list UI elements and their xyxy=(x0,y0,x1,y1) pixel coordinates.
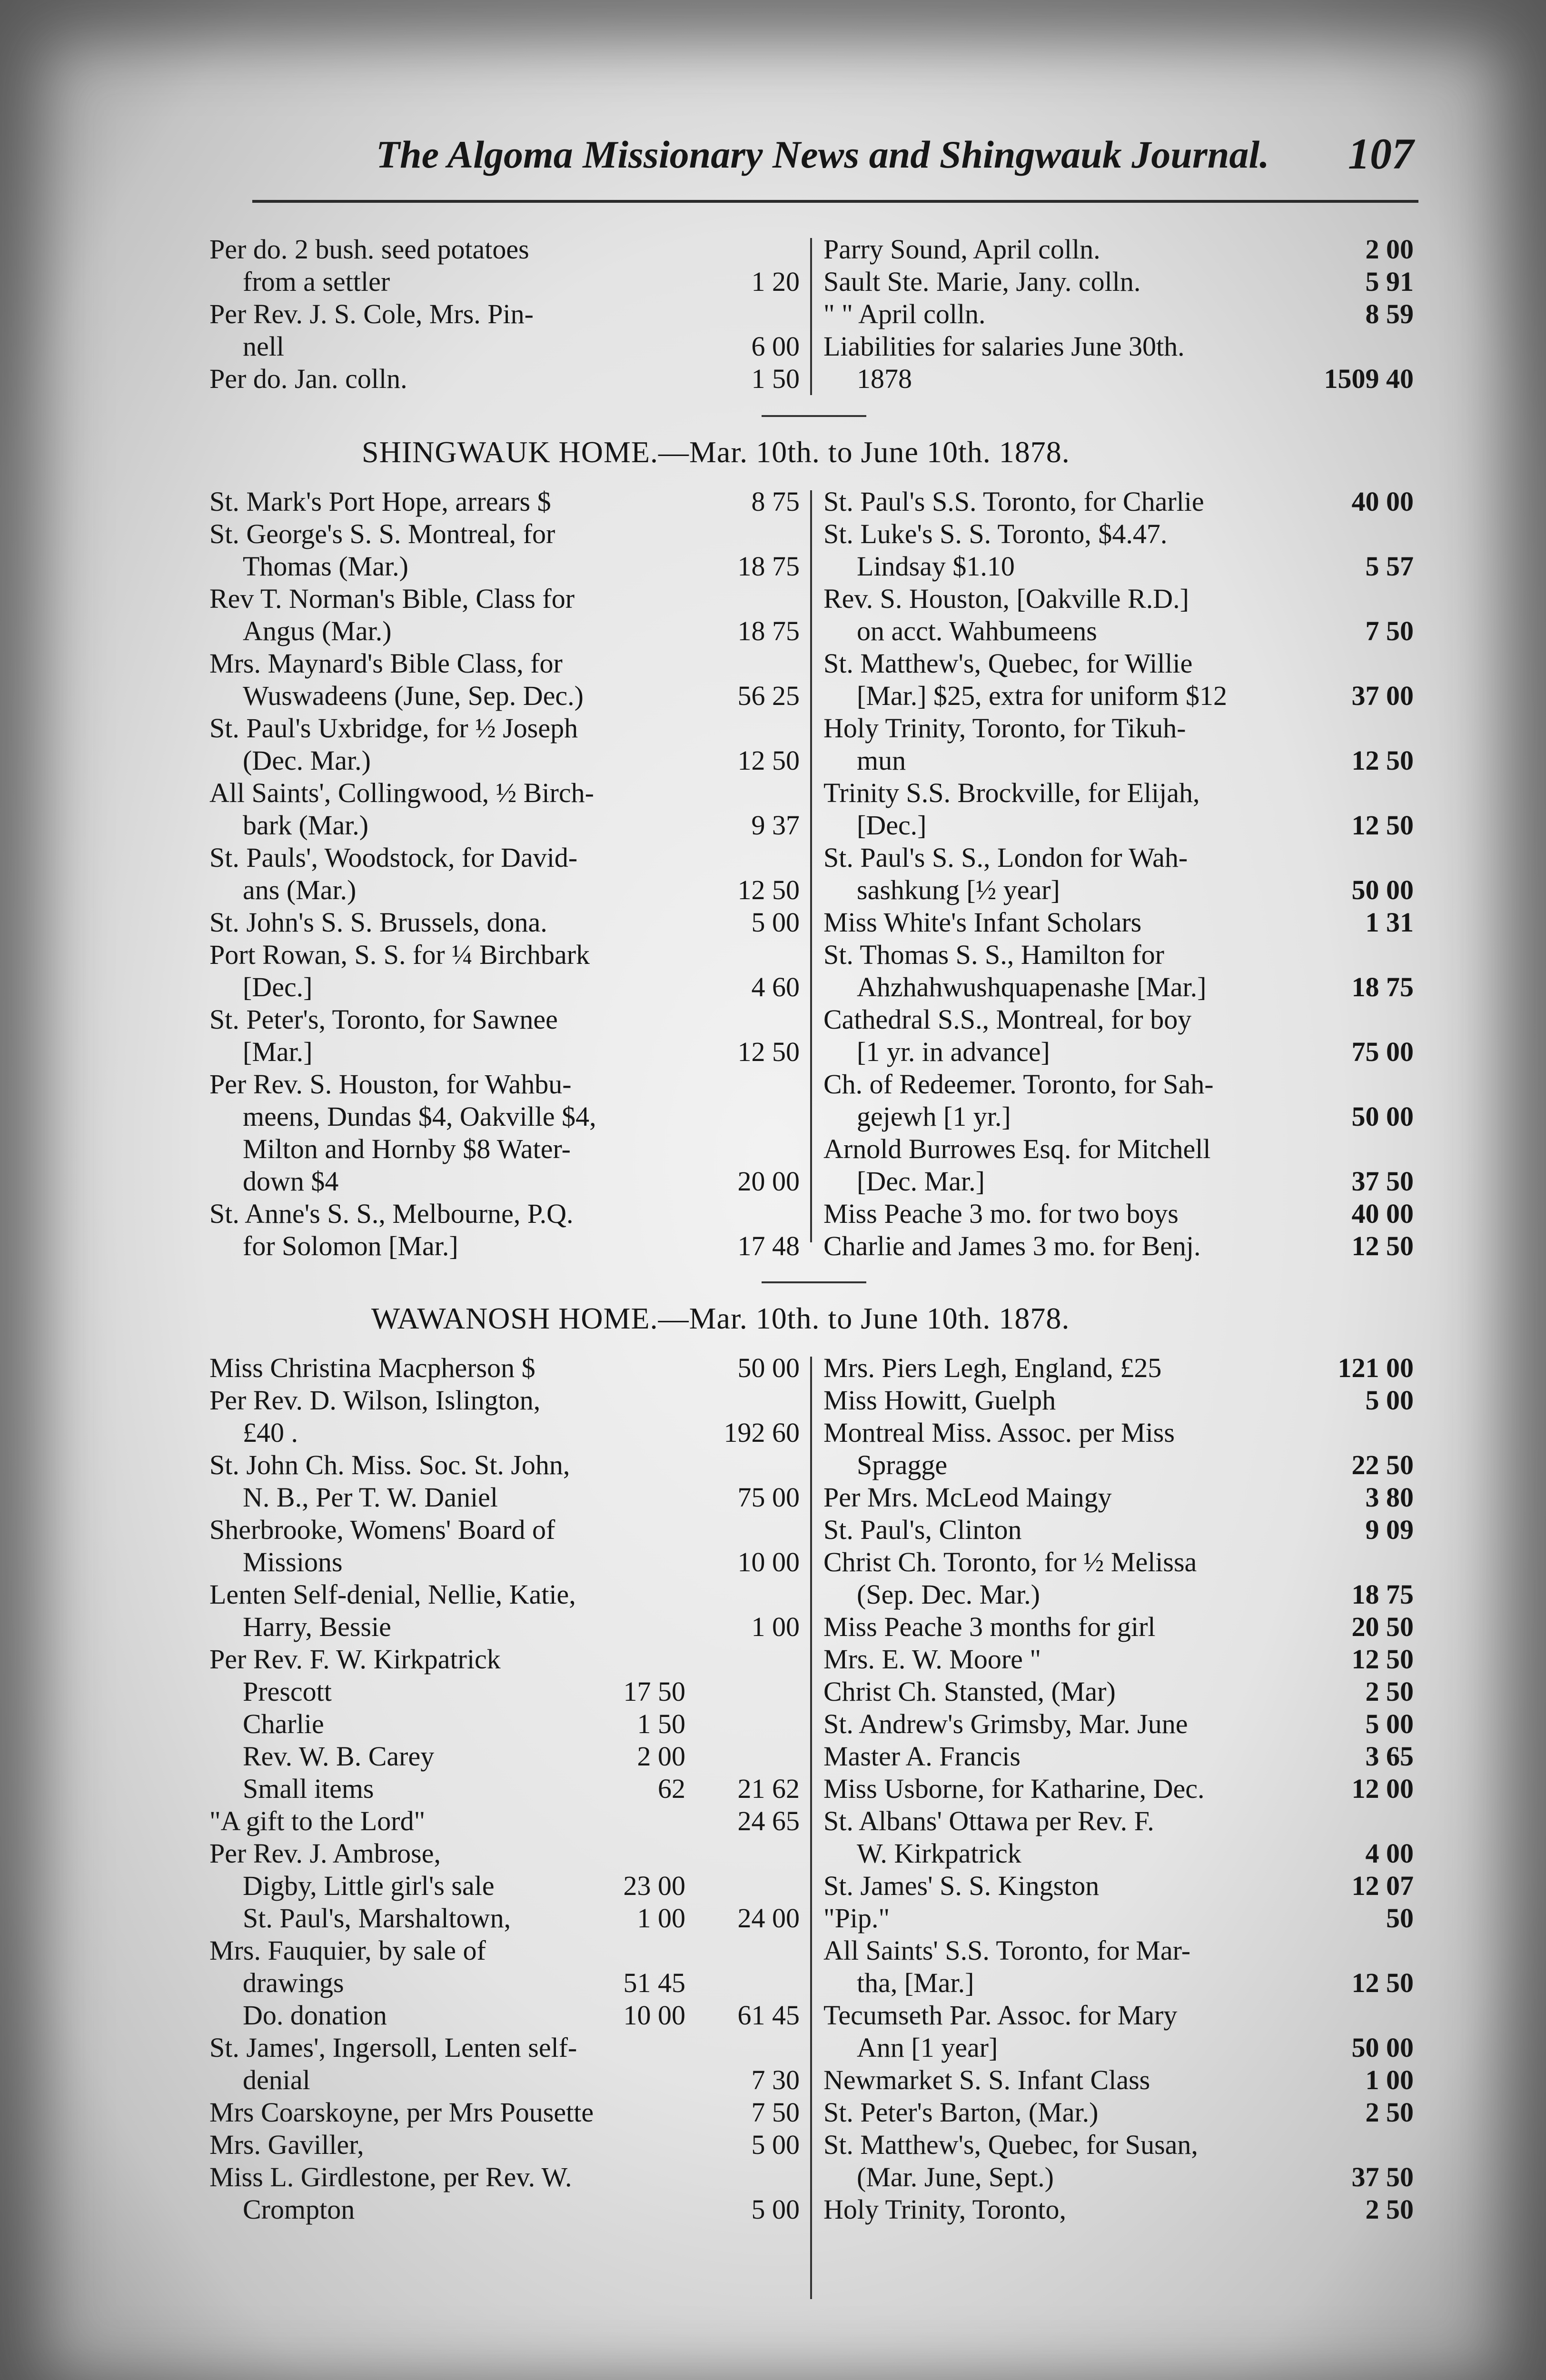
donor-line: Miss L. Girdlestone, per Rev. W. xyxy=(209,2162,572,2192)
donor-line: Mrs. E. W. Moore " xyxy=(823,1644,1041,1675)
donor-line-continued: meens, Dundas $4, Oakville $4, xyxy=(243,1101,596,1132)
donor-line: St. Anne's S. S., Melbourne, P.Q. xyxy=(209,1198,574,1229)
wawanosh-section xyxy=(209,1299,1418,2304)
donation-entry xyxy=(209,1003,800,1068)
amount: 50 00 xyxy=(737,1352,800,1383)
amount: 50 00 xyxy=(1351,874,1414,905)
amount: 7 30 xyxy=(751,2064,800,2095)
donor-line: Miss Usborne, for Katharine, Dec. xyxy=(823,1773,1205,1804)
donation-entry xyxy=(209,2161,800,2226)
amount: 37 50 xyxy=(1351,1166,1414,1197)
donor-line: St. Peter's Barton, (Mar.) xyxy=(823,2097,1099,2128)
donation-entry xyxy=(823,1740,1414,1773)
donor-line: Liabilities for salaries June 30th. xyxy=(823,331,1185,362)
donor-line: Miss Peache 3 mo. for two boys xyxy=(823,1198,1179,1229)
donation-entry xyxy=(823,1352,1414,1384)
donor-line: St. Paul's, Marshaltown, xyxy=(243,1903,511,1934)
amount: 12 50 xyxy=(1351,1230,1414,1261)
donor-line: St. Paul's S. S., London for Wah- xyxy=(823,842,1188,873)
donor-line: Mrs Coarskoyne, per Mrs Pousette xyxy=(209,2097,594,2128)
donor-line: Miss White's Infant Scholars xyxy=(823,907,1142,938)
donation-entry xyxy=(209,1643,800,1676)
donation-entry xyxy=(823,1870,1414,1902)
donation-entry xyxy=(209,2032,800,2096)
donor-line-continued: (Dec. Mar.) xyxy=(243,745,371,776)
sub-amount: 17 50 xyxy=(623,1676,685,1707)
donation-entry xyxy=(209,1967,800,1999)
donation-entry xyxy=(823,1481,1414,1514)
donor-line: Arnold Burrowes Esq. for Mitchell xyxy=(823,1133,1211,1164)
amount: 75 00 xyxy=(737,1482,800,1513)
column-divider xyxy=(810,490,812,1242)
donor-line: Per Rev. D. Wilson, Islington, xyxy=(209,1385,541,1416)
donation-entry xyxy=(209,647,800,712)
donor-line: St. Paul's S.S. Toronto, for Charlie xyxy=(823,486,1204,517)
donor-line: Holy Trinity, Toronto, for Tikuh- xyxy=(823,713,1186,744)
donation-entry xyxy=(823,2129,1414,2193)
donor-line-continued: Thomas (Mar.) xyxy=(243,551,408,582)
donation-entry xyxy=(209,1449,800,1514)
donor-line: "Pip." xyxy=(823,1903,890,1934)
donation-entry xyxy=(823,1643,1414,1676)
amount: 1 20 xyxy=(751,266,800,297)
donor-line-continued: tha, [Mar.] xyxy=(857,1967,974,1998)
donor-line-continued: Spragge xyxy=(857,1449,948,1480)
donor-line: " " April colln. xyxy=(823,298,986,329)
donation-entry xyxy=(823,1514,1414,1546)
donation-entry xyxy=(823,1676,1414,1708)
amount: 3 65 xyxy=(1365,1741,1414,1772)
amount: 2 50 xyxy=(1365,2194,1414,2225)
donation-entry xyxy=(209,1837,800,1870)
donation-entry xyxy=(823,233,1414,266)
amount: 12 50 xyxy=(737,1036,800,1067)
amount: 2 50 xyxy=(1365,1676,1414,1707)
donor-line: Miss Peache 3 months for girl xyxy=(823,1611,1156,1642)
donor-line: St. Paul's Uxbridge, for ½ Joseph xyxy=(209,713,578,744)
donor-line: Per do. 2 bush. seed potatoes xyxy=(209,234,529,265)
amount: 75 00 xyxy=(1351,1036,1414,1067)
donor-line-continued: Wuswadeens (June, Sep. Dec.) xyxy=(243,680,584,711)
donation-entry xyxy=(209,1999,800,2032)
donation-entry xyxy=(823,486,1414,518)
donor-line-continued: down $4 xyxy=(243,1166,339,1197)
donor-line-continued: [Mar.] xyxy=(243,1036,313,1067)
donation-entry xyxy=(209,486,800,518)
donor-line: Sherbrooke, Womens' Board of xyxy=(209,1514,555,1545)
donor-line-continued: Ann [1 year] xyxy=(857,2032,998,2063)
donation-entry xyxy=(823,647,1414,712)
amount: 12 50 xyxy=(1351,745,1414,776)
amount: 12 07 xyxy=(1351,1870,1414,1901)
donation-entry xyxy=(823,1546,1414,1611)
donor-line: St. Luke's S. S. Toronto, $4.47. xyxy=(823,518,1168,549)
donor-line-continued: Angus (Mar.) xyxy=(243,615,392,646)
donor-line-continued: N. B., Per T. W. Daniel xyxy=(243,1482,498,1513)
amount: 6 00 xyxy=(751,331,800,362)
donor-line: Ch. of Redeemer. Toronto, for Sah- xyxy=(823,1069,1214,1100)
donor-line-continued: from a settler xyxy=(243,266,390,297)
amount: 17 48 xyxy=(737,1230,800,1261)
donation-entry xyxy=(209,1198,800,1262)
wawanosh-heading: WAWANOSH HOME.—Mar. 10th. to June 10th. 1878. xyxy=(371,1301,1070,1335)
donation-entry xyxy=(209,1676,800,1708)
sub-amount: 10 00 xyxy=(623,2000,685,2031)
donor-line: St. Matthew's, Quebec, for Willie xyxy=(823,648,1193,679)
donation-entry xyxy=(823,1133,1414,1198)
donor-line: Mrs. Fauquier, by sale of xyxy=(209,1935,486,1966)
amount: 2 00 xyxy=(1365,234,1414,265)
donation-entry xyxy=(823,1611,1414,1643)
donation-entry xyxy=(209,518,800,583)
page-number: 107 xyxy=(1348,129,1414,178)
donor-line-continued: Ahzhahwushquapenashe [Mar.] xyxy=(857,972,1207,1002)
donor-line-continued: £40 . xyxy=(243,1417,298,1448)
donor-line: Cathedral S.S., Montreal, for boy xyxy=(823,1004,1192,1035)
amount: 24 65 xyxy=(737,1805,800,1836)
amount: 9 37 xyxy=(751,810,800,841)
donor-line: Rev. W. B. Carey xyxy=(243,1741,435,1772)
amount: 7 50 xyxy=(751,2097,800,2128)
donor-line: Per Rev. J. Ambrose, xyxy=(209,1838,441,1869)
amount: 5 00 xyxy=(751,2194,800,2225)
donation-entry xyxy=(209,1514,800,1578)
amount: 7 50 xyxy=(1365,615,1414,646)
donation-entry xyxy=(209,939,800,1003)
amount: 18 75 xyxy=(737,615,800,646)
donor-line-continued: [Dec. Mar.] xyxy=(857,1166,985,1197)
donation-entry xyxy=(209,1870,800,1902)
donation-entry xyxy=(823,1068,1414,1133)
donation-entry xyxy=(209,1902,800,1934)
donor-line: Mrs. Piers Legh, England, £25 xyxy=(823,1352,1162,1383)
amount: 5 00 xyxy=(751,907,800,938)
amount: 1 31 xyxy=(1365,907,1414,938)
donation-entry xyxy=(823,1902,1414,1934)
donor-line: St. John's S. S. Brussels, dona. xyxy=(209,907,547,938)
donation-entry xyxy=(823,906,1414,939)
amount: 21 62 xyxy=(737,1773,800,1804)
amount: 1509 40 xyxy=(1324,363,1414,394)
donation-entry xyxy=(823,1805,1414,1870)
amount: 22 50 xyxy=(1351,1449,1414,1480)
amount: 12 50 xyxy=(1351,810,1414,841)
amount: 9 09 xyxy=(1365,1514,1414,1545)
section-rule xyxy=(762,1281,866,1283)
sub-amount: 1 00 xyxy=(637,1903,685,1934)
column-divider xyxy=(810,1357,812,2299)
donor-line: St. James', Ingersoll, Lenten self- xyxy=(209,2032,577,2063)
amount: 12 50 xyxy=(737,745,800,776)
donation-entry xyxy=(209,1708,800,1740)
sub-amount: 2 00 xyxy=(637,1741,685,1772)
amount: 192 60 xyxy=(723,1417,800,1448)
running-header xyxy=(171,129,1423,200)
donation-entry xyxy=(209,1805,800,1837)
donation-entry xyxy=(823,1003,1414,1068)
donor-line: "A gift to the Lord" xyxy=(209,1805,426,1836)
donation-entry xyxy=(209,583,800,647)
donor-line-continued: Harry, Bessie xyxy=(243,1611,391,1642)
donation-entry xyxy=(823,1230,1414,1262)
donor-line: Per Rev. S. Houston, for Wahbu- xyxy=(209,1069,572,1100)
donor-line: St. George's S. S. Montreal, for xyxy=(209,518,555,549)
donation-entry xyxy=(823,298,1414,330)
amount: 1 00 xyxy=(751,1611,800,1642)
donor-line-continued: sashkung [½ year] xyxy=(857,874,1060,905)
donor-line-continued: Milton and Hornby $8 Water- xyxy=(243,1133,571,1164)
donor-line: Parry Sound, April colln. xyxy=(823,234,1100,265)
donor-line-continued: [1 yr. in advance] xyxy=(857,1036,1050,1067)
amount: 5 91 xyxy=(1365,266,1414,297)
donor-line-continued: [Dec.] xyxy=(243,972,313,1002)
donation-entry xyxy=(823,1773,1414,1805)
donation-entry xyxy=(209,298,800,363)
donor-line-continued: Lindsay $1.10 xyxy=(857,551,1015,582)
amount: 50 xyxy=(1386,1903,1414,1934)
amount: 121 00 xyxy=(1338,1352,1414,1383)
donor-line: St. Albans' Ottawa per Rev. F. xyxy=(823,1805,1154,1836)
amount: 12 50 xyxy=(1351,1967,1414,1998)
amount: 5 57 xyxy=(1365,551,1414,582)
donation-entry xyxy=(823,2096,1414,2129)
donor-line: Small items xyxy=(243,1773,374,1804)
donor-line: Miss Howitt, Guelph xyxy=(823,1385,1056,1416)
donor-line-continued: ans (Mar.) xyxy=(243,874,357,905)
amount: 37 00 xyxy=(1351,680,1414,711)
donation-entry xyxy=(209,1352,800,1384)
donor-line: Christ Ch. Stansted, (Mar) xyxy=(823,1676,1116,1707)
donation-entry xyxy=(823,777,1414,842)
amount: 18 75 xyxy=(737,551,800,582)
donor-line: St. Matthew's, Quebec, for Susan, xyxy=(823,2129,1198,2160)
header-rule xyxy=(252,200,1418,203)
amount: 10 00 xyxy=(737,1547,800,1577)
donor-line-continued: (Sep. Dec. Mar.) xyxy=(857,1579,1040,1610)
column-divider xyxy=(810,238,812,395)
donor-line: Port Rowan, S. S. for ¼ Birchbark xyxy=(209,939,590,970)
donor-line-continued: for Solomon [Mar.] xyxy=(243,1230,458,1261)
amount: 4 00 xyxy=(1365,1838,1414,1869)
donor-line: Prescott xyxy=(243,1676,332,1707)
donor-line: Rev T. Norman's Bible, Class for xyxy=(209,583,575,614)
donor-line: drawings xyxy=(243,1967,344,1998)
amount: 20 50 xyxy=(1351,1611,1414,1642)
donor-line: Miss Christina Macpherson $ xyxy=(209,1352,535,1383)
sub-amount: 1 50 xyxy=(637,1708,685,1739)
donor-line-continued: Missions xyxy=(243,1547,343,1577)
donor-line: Newmarket S. S. Infant Class xyxy=(823,2064,1150,2095)
donation-entry xyxy=(823,2193,1414,2226)
amount: 18 75 xyxy=(1351,1579,1414,1610)
donor-line: Montreal Miss. Assoc. per Miss xyxy=(823,1417,1175,1448)
donor-line: St. Mark's Port Hope, arrears $ xyxy=(209,486,551,517)
journal-title: The Algoma Missionary News and Shingwauk Journal. xyxy=(376,133,1269,176)
donor-line: Per Rev. F. W. Kirkpatrick xyxy=(209,1644,501,1675)
donation-entry xyxy=(823,1198,1414,1230)
donor-line: Rev. S. Houston, [Oakville R.D.] xyxy=(823,583,1189,614)
donor-line-continued: bark (Mar.) xyxy=(243,810,369,841)
donor-line: Charlie xyxy=(243,1708,324,1739)
amount: 12 50 xyxy=(737,874,800,905)
donor-line: St. John Ch. Miss. Soc. St. John, xyxy=(209,1449,570,1480)
donation-entry xyxy=(209,233,800,298)
donation-entry xyxy=(823,1999,1414,2064)
amount: 61 45 xyxy=(737,2000,800,2031)
donation-entry xyxy=(209,1773,800,1805)
amount: 37 50 xyxy=(1351,2162,1414,2192)
donor-line: St. James' S. S. Kingston xyxy=(823,1870,1100,1901)
shingwauk-section xyxy=(209,433,1418,1276)
donation-entry xyxy=(823,842,1414,906)
amount: 20 00 xyxy=(737,1166,800,1197)
amount: 1 00 xyxy=(1365,2064,1414,2095)
amount: 3 80 xyxy=(1365,1482,1414,1513)
donor-line: Christ Ch. Toronto, for ½ Melissa xyxy=(823,1547,1197,1577)
donor-line: Tecumseth Par. Assoc. for Mary xyxy=(823,2000,1178,2031)
donor-line-continued: (Mar. June, Sept.) xyxy=(857,2162,1054,2192)
amount: 50 00 xyxy=(1351,1101,1414,1132)
donation-entry xyxy=(823,2064,1414,2096)
donor-line: All Saints' S.S. Toronto, for Mar- xyxy=(823,1935,1191,1966)
sub-amount: 62 xyxy=(658,1773,685,1804)
donation-entry xyxy=(823,518,1414,583)
amount: 8 59 xyxy=(1365,298,1414,329)
donation-entry xyxy=(823,1384,1414,1417)
donation-entry xyxy=(209,712,800,777)
amount: 40 00 xyxy=(1351,486,1414,517)
donation-entry xyxy=(209,1578,800,1643)
amount: 56 25 xyxy=(737,680,800,711)
donor-line: Master A. Francis xyxy=(823,1741,1021,1772)
donation-entry xyxy=(209,2129,800,2161)
donor-line: St. Peter's, Toronto, for Sawnee xyxy=(209,1004,558,1035)
donor-line-continued: on acct. Wahbumeens xyxy=(857,615,1097,646)
donor-line: All Saints', Collingwood, ½ Birch- xyxy=(209,777,594,808)
amount: 50 00 xyxy=(1351,2032,1414,2063)
shingwauk-heading: SHINGWAUK HOME.—Mar. 10th. to June 10th. 1878. xyxy=(362,435,1070,469)
donor-line: St. Thomas S. S., Hamilton for xyxy=(823,939,1164,970)
carry-over-section xyxy=(209,233,1418,405)
donor-line: Do. donation xyxy=(243,2000,387,2031)
donation-entry xyxy=(823,1417,1414,1481)
donation-entry xyxy=(209,2096,800,2129)
donation-entry xyxy=(209,777,800,842)
donor-line: Lenten Self-denial, Nellie, Katie, xyxy=(209,1579,576,1610)
amount: 5 00 xyxy=(751,2129,800,2160)
donation-entry xyxy=(209,1384,800,1449)
amount: 12 50 xyxy=(1351,1644,1414,1675)
donation-entry xyxy=(209,1068,800,1198)
donor-line: Charlie and James 3 mo. for Benj. xyxy=(823,1230,1201,1261)
sub-amount: 51 45 xyxy=(623,1967,685,1998)
donor-line: Per do. Jan. colln. xyxy=(209,363,407,394)
donation-entry xyxy=(209,363,800,395)
amount: 5 00 xyxy=(1365,1708,1414,1739)
amount: 8 75 xyxy=(751,486,800,517)
sub-amount: 23 00 xyxy=(623,1870,685,1901)
amount: 12 00 xyxy=(1351,1773,1414,1804)
donor-line: Trinity S.S. Brockville, for Elijah, xyxy=(823,777,1200,808)
donor-line: Mrs. Maynard's Bible Class, for xyxy=(209,648,563,679)
amount: 2 50 xyxy=(1365,2097,1414,2128)
donation-entry xyxy=(823,712,1414,777)
donation-entry xyxy=(823,266,1414,298)
donation-entry xyxy=(823,939,1414,1003)
donation-entry xyxy=(209,842,800,906)
amount: 24 00 xyxy=(737,1903,800,1934)
amount: 40 00 xyxy=(1351,1198,1414,1229)
donor-line: St. Andrew's Grimsby, Mar. June xyxy=(823,1708,1188,1739)
section-rule xyxy=(762,415,866,417)
donation-entry xyxy=(823,1934,1414,1999)
donor-line: St. Paul's, Clinton xyxy=(823,1514,1022,1545)
donor-line: Per Mrs. McLeod Maingy xyxy=(823,1482,1112,1513)
donor-line-continued: Crompton xyxy=(243,2194,355,2225)
donation-entry xyxy=(823,1708,1414,1740)
donor-line-continued: [Mar.] $25, extra for uniform $12 xyxy=(857,680,1227,711)
donor-line-continued: [Dec.] xyxy=(857,810,927,841)
donor-line: Per Rev. J. S. Cole, Mrs. Pin- xyxy=(209,298,534,329)
donation-entry xyxy=(823,583,1414,647)
amount: 18 75 xyxy=(1351,972,1414,1002)
donor-line: Digby, Little girl's sale xyxy=(243,1870,495,1901)
amount: 4 60 xyxy=(751,972,800,1002)
donation-entry xyxy=(209,1934,800,1967)
donor-line: St. Pauls', Woodstock, for David- xyxy=(209,842,578,873)
donation-entry xyxy=(823,330,1414,395)
donor-line-continued: mun xyxy=(857,745,906,776)
donation-entry xyxy=(209,906,800,939)
amount: 1 50 xyxy=(751,363,800,394)
amount: 5 00 xyxy=(1365,1385,1414,1416)
donor-line: Holy Trinity, Toronto, xyxy=(823,2194,1066,2225)
donor-line: Mrs. Gaviller, xyxy=(209,2129,364,2160)
donor-line: Sault Ste. Marie, Jany. colln. xyxy=(823,266,1141,297)
donor-line-continued: denial xyxy=(243,2064,310,2095)
donor-line-continued: 1878 xyxy=(857,363,912,394)
donor-line-continued: gejewh [1 yr.] xyxy=(857,1101,1011,1132)
donor-line-continued: W. Kirkpatrick xyxy=(857,1838,1021,1869)
donation-entry xyxy=(209,1740,800,1773)
donor-line-continued: nell xyxy=(243,331,284,362)
